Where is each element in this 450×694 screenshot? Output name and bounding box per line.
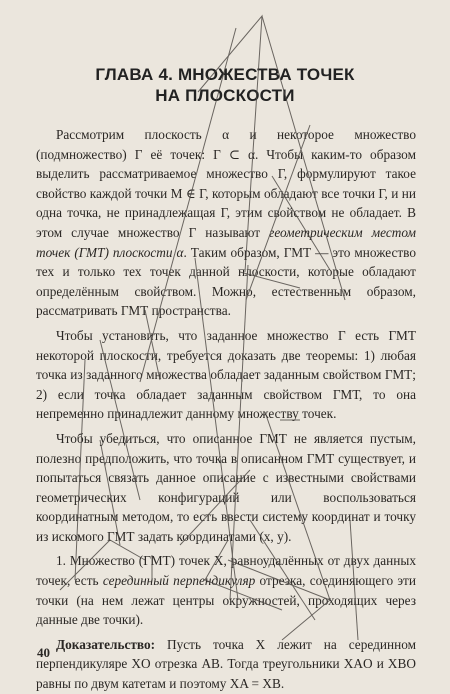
text-run: . Таким образом, ГМТ — это множество тех и только тех точек данной плоскости, которые обладают определённым свойством. Можно, естественным образом, рассматривать ГМТ пространства. — [36, 244, 416, 319]
paragraph-definition — [36, 125, 416, 321]
text-run: Пусть точка X лежит на серединном перпендикуляре XO отрезка AB. Тогда треугольники XAO и XBO равны по двум катетам и поэтому XA = XB. — [36, 636, 416, 692]
chapter-title-line-1: ГЛАВА 4. МНОЖЕСТВА ТОЧЕК — [95, 65, 355, 84]
chapter-title — [40, 64, 410, 106]
bold-term: Доказательство: — [56, 636, 156, 652]
body-text — [36, 125, 416, 694]
chapter-title-line-2: НА ПЛОСКОСТИ — [155, 86, 295, 105]
italic-term: геометрическим местом точек (ГМТ) плоскости α — [36, 224, 416, 260]
paragraph-perpendicular-bisector — [36, 551, 416, 629]
paragraph-theorems — [36, 326, 416, 424]
paragraph-nonempty — [36, 429, 416, 547]
italic-term: серединный перпендикуляр — [102, 573, 256, 589]
text-run: 1. Множество (ГМТ) точек X, равноудалённых от двух данных точек, есть — [36, 553, 416, 589]
text-run: Чтобы убедиться, что описанное ГМТ не является пустым, полезно предположить, что точка в описанном ГМТ существует, и попытаться связать данное описание с известными свойствами геометрических конфигураций или воспользоваться координатным методом, то есть ввести систему координат и точку из искомого ГМТ задать координатами (x, y). — [36, 430, 416, 544]
text-run: Чтобы установить, что заданное множество Г есть ГМТ некоторой плоскости, требуется доказать две теоремы: 1) любая точка из заданного множества обладает заданным свойством ГМТ; 2) если точка обладает заданным свойством ГМТ, то она непременно принадлежит данному множеству точек. — [36, 327, 416, 422]
text-run: Рассмотрим плоскость α и некоторое множество (подмножество) Г её точек: Г ⊂ α. Чтобы каким-то образом выделить рассматриваемое множество Г, формулируют такое свойство каждой точки М ∈ Г, которым обладают все точки Г, и ни одна точка, не принадлежащая Г, этим свойством не обладает. В этом случае множество Г называют — [36, 127, 416, 240]
page-number: 40 — [37, 645, 50, 660]
text-run: отрезка, соединяющего эти точки (на нем лежат центры окружностей, проходящих через данные две точки). — [36, 573, 416, 628]
paragraph-proof — [36, 635, 416, 694]
